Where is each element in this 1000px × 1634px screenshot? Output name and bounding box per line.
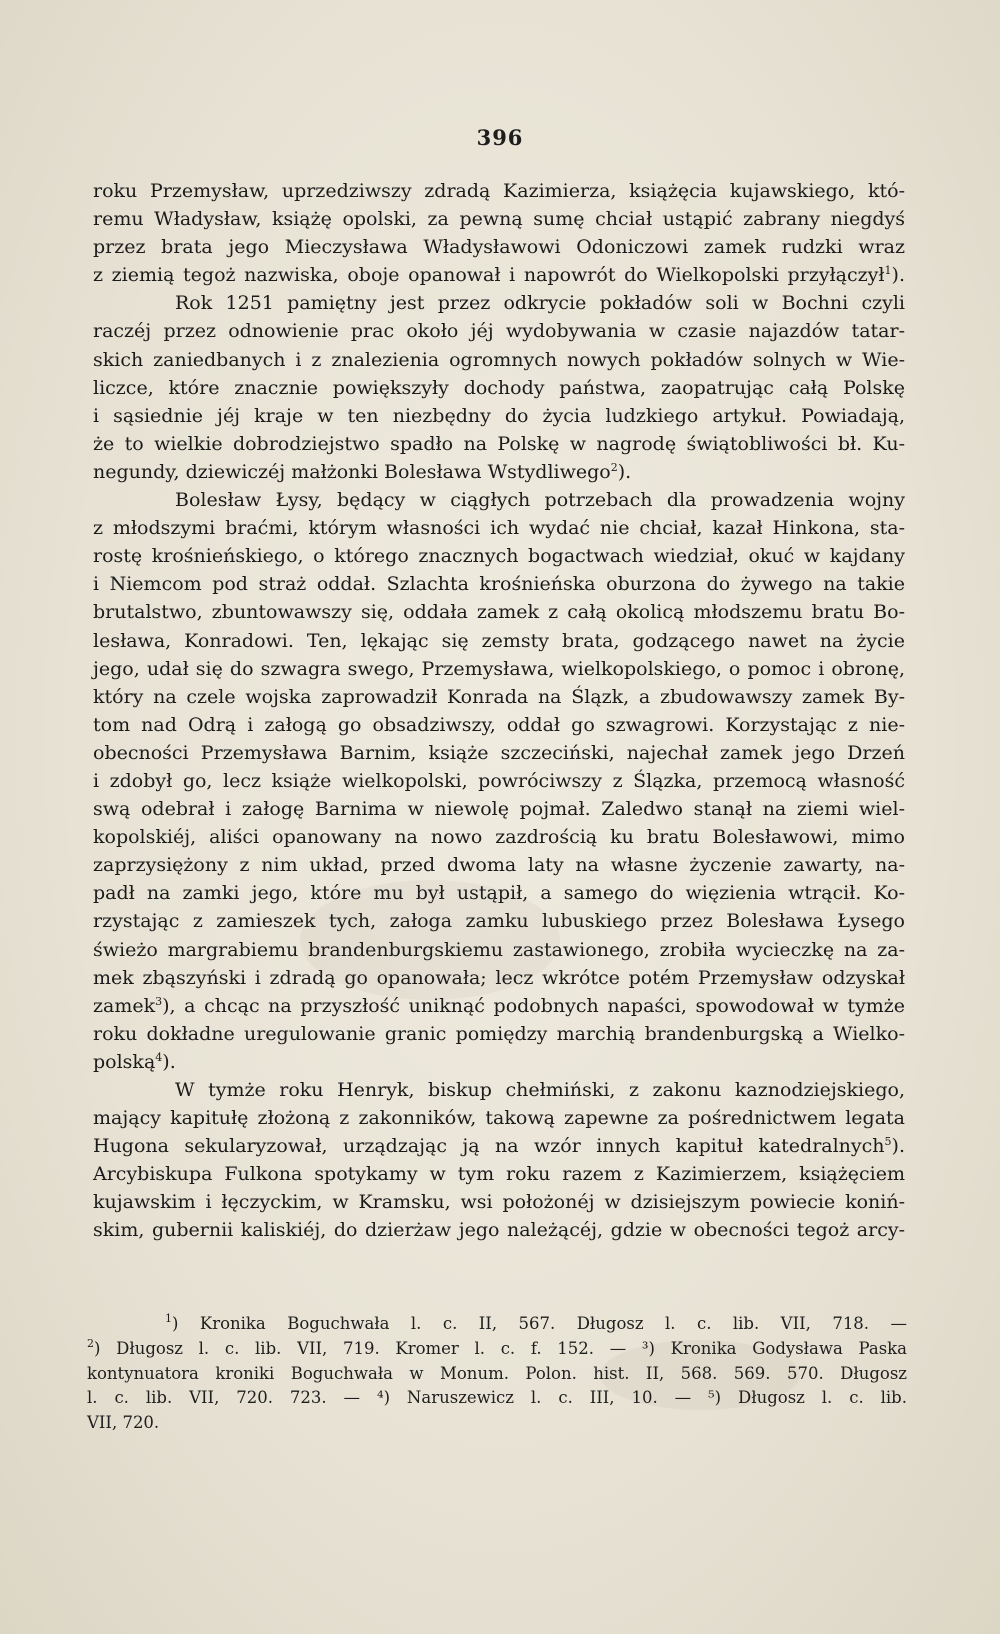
text-line: [93, 795, 905, 823]
text-line: [93, 936, 905, 964]
text-line: [93, 1048, 905, 1076]
footnote-marker: 1: [165, 1312, 172, 1325]
text-line-text: świeżo margrabiemu brandenburgskiemu zastawionego, zrobiła wycieczkę na za-: [93, 938, 905, 961]
text-line-text: obecności Przemysława Barnim, książe szczeciński, najechał zamek jego Drzeń: [93, 741, 905, 764]
footnote-line-text: l. c. lib. VII, 720. 723. — ⁴) Naruszewicz l. c. III, 10. — ⁵) Długosz l. c. lib.: [87, 1388, 907, 1408]
text-line-text: lesława, Konradowi. Ten, lękając się zemsty brata, godzącego nawet na życie: [93, 629, 905, 652]
footnote-marker: 4: [155, 1050, 163, 1064]
text-line: [93, 346, 905, 374]
text-line: [93, 205, 905, 233]
footnote-marker: 2: [610, 460, 618, 474]
text-line: [93, 430, 905, 458]
text-line-text: Bolesław Łysy, będący w ciągłych potrzebach dla prowadzenia wojny: [175, 489, 905, 512]
text-line-text: jego, udał się do szwagra swego, Przemysława, wielkopolskiego, o pomoc i obronę,: [93, 657, 905, 680]
text-line: [93, 1216, 905, 1244]
text-line: [93, 683, 905, 711]
text-line: [93, 177, 905, 205]
text-line: [93, 767, 905, 795]
footnote-marker: 5: [884, 1135, 892, 1149]
text-line-text: remu Władysław, książę opolski, za pewną sumę chciał ustąpić zabrany niegdyś: [93, 208, 905, 231]
text-line: [93, 992, 905, 1020]
text-line-text: liczce, które znacznie powiększyły dochody państwa, zaopatrując całą Polskę: [93, 376, 905, 399]
text-line-text: że to wielkie dobrodziejstwo spadło na Polskę w nagrodę świątobliwości bł. Ku-: [93, 432, 905, 455]
text-line-text: raczéj przez odnowienie prac około jéj wydobywania w czasie najazdów tatar-: [93, 320, 905, 343]
text-line-text: przez brata jego Mieczysława Władysławowi Odoniczowi zamek rudzki wraz: [93, 236, 905, 259]
text-line: [93, 739, 905, 767]
text-line-text: skim, gubernii kaliskiéj, do dzierżaw jego należącéj, gdzie w obecności tegoż arcy-: [93, 1219, 905, 1242]
text-line-text: tom nad Odrą i załogą go obsadziwszy, oddał go szwagrowi. Korzystając z nie-: [93, 713, 905, 736]
footnote-line-tail: ) Kronika Boguchwała l. c. II, 567. Długosz l. c. lib. VII, 718. —: [172, 1314, 907, 1333]
text-line-text: zamek: [93, 994, 156, 1017]
text-line: [93, 964, 905, 992]
text-line: [93, 458, 905, 486]
text-line-text: i zdobył go, lecz książe wielkopolski, powróciwszy z Ślązka, przemocą własność: [93, 769, 905, 792]
footnote-line-text: VII, 720.: [87, 1413, 160, 1433]
text-line: [93, 374, 905, 402]
text-line: [93, 233, 905, 261]
text-line-text: roku dokładne uregulowanie granic pomiędzy marchią brandenburgską a Wielko-: [93, 1022, 905, 1045]
text-line-tail: ), a chcąc na przyszłość uniknąć podobnych napaści, spowodował w tymże: [162, 994, 905, 1017]
footnote-line: [87, 1411, 907, 1436]
page-number: 396: [476, 125, 524, 150]
text-line-text: Arcybiskupa Fulkona spotykamy w tym roku razem z Kazimierzem, książęciem: [93, 1163, 905, 1186]
text-line-text: rostę krośnieńskiego, o którego znacznych bogactwach wiedział, okuć w kajdany: [93, 545, 905, 568]
text-line-text: W tymże roku Henryk, biskup chełmiński, z zakonu kaznodziejskiego,: [175, 1079, 905, 1101]
text-line-text: skich zaniedbanych i z znalezienia ogromnych nowych pokładów solnych w Wie-: [93, 348, 905, 371]
footnote-line-text: kontynuatora kroniki Boguchwała w Monum. Polon. hist. II, 568. 569. 570. Długosz: [87, 1363, 907, 1383]
text-line: [93, 317, 905, 345]
footnotes-section: [87, 1312, 907, 1436]
text-line-text: swą odebrał i załogę Barnima w niewolę pojmał. Zaledwo stanął na ziemi wiel-: [93, 798, 905, 821]
text-line: [93, 879, 905, 907]
text-line-text: rzystając z zamieszek tych, załoga zamku lubuskiego przez Bolesława Łysego: [93, 910, 905, 933]
text-line: [93, 570, 905, 598]
text-line: [93, 1076, 905, 1104]
text-line: [93, 711, 905, 739]
text-line-text: Hugona sekularyzował, urządzając ją na wzór innych kapituł katedralnych: [93, 1135, 885, 1158]
text-line: [93, 402, 905, 430]
text-line: [93, 486, 905, 514]
text-line-text: z młodszymi braćmi, którym własności ich wydać nie chciał, kazał Hinkona, sta-: [93, 517, 905, 540]
text-line-text: mek zbąszyński i zdradą go opanowała; lecz wkrótce potém Przemysław odzyskał: [93, 966, 905, 989]
text-line-text: Rok 1251 pamiętny jest przez odkrycie pokładów soli w Bochni czyli: [175, 292, 905, 315]
text-line-text: roku Przemysław, uprzedziwszy zdradą Kazimierza, książęcia kujawskiego, któ-: [93, 180, 905, 202]
text-line: [93, 1020, 905, 1048]
text-line: [93, 289, 905, 317]
footnote-line: [87, 1386, 907, 1411]
text-line: [93, 907, 905, 935]
text-line: [93, 1104, 905, 1132]
text-line-text: brutalstwo, zbuntowawszy się, oddała zamek z całą okolicą młodszemu bratu Bo-: [93, 601, 905, 624]
text-line-tail: ).: [891, 1135, 905, 1158]
text-line-text: kopolskiéj, aliści opanowany na nowo zazdrością ku bratu Bolesławowi, mimo: [93, 826, 905, 849]
footnote-line-tail: ) Długosz l. c. lib. VII, 719. Kromer l. c. f. 152. — ³) Kronika Godysława Paska: [94, 1338, 907, 1358]
text-line: [93, 1132, 905, 1160]
footnote-line: [87, 1337, 907, 1362]
text-line-text: i sąsiednie jéj kraje w ten niezbędny do życia ludzkiego artykuł. Powiadają,: [93, 404, 905, 427]
text-line: [93, 655, 905, 683]
text-line-tail: ).: [891, 264, 905, 287]
text-line: [93, 261, 905, 289]
text-line-text: i Niemcom pod straż oddał. Szlachta krośnieńska oburzona do żywego na takie: [93, 573, 905, 596]
main-text-body: [93, 177, 905, 1245]
footnote-line: [87, 1362, 907, 1387]
text-line: [93, 598, 905, 626]
text-line-text: padł na zamki jego, które mu był ustąpił, a samego do więzienia wtrącił. Ko-: [93, 882, 905, 905]
footnote-marker: 3: [155, 994, 163, 1008]
text-line: [93, 851, 905, 879]
text-line-tail: ).: [617, 460, 632, 483]
text-line-text: mający kapitułę złożoną z zakonników, takową zapewne za pośrednictwem legata: [93, 1107, 905, 1130]
text-line-tail: ).: [162, 1050, 176, 1073]
footnote-marker: 1: [884, 264, 892, 278]
text-line-text: z ziemią tegoż nazwiska, oboje opanował i napowrót do Wielkopolski przyłączył: [93, 264, 885, 287]
text-line: [93, 1188, 905, 1216]
text-line-text: zaprzysiężony z nim układ, przed dwoma laty na własne życzenie zawarty, na-: [93, 854, 905, 877]
footnote-marker: 2: [87, 1336, 94, 1350]
text-line-text: negundy, dziewiczéj małżonki Bolesława Wstydliwego: [93, 460, 611, 483]
footnote-line: [87, 1312, 907, 1337]
text-line-text: kujawskim i łęczyckim, w Kramsku, wsi położonéj w dzisiejszym powiecie koniń-: [93, 1191, 905, 1214]
text-line: [93, 542, 905, 570]
text-line: [93, 627, 905, 655]
text-line: [93, 514, 905, 542]
text-line-text: polską: [93, 1050, 156, 1073]
text-line: [93, 823, 905, 851]
text-line: [93, 1160, 905, 1188]
text-line-text: który na czele wojska zaprowadził Konrada na Ślązk, a zbudowawszy zamek By-: [93, 685, 905, 708]
